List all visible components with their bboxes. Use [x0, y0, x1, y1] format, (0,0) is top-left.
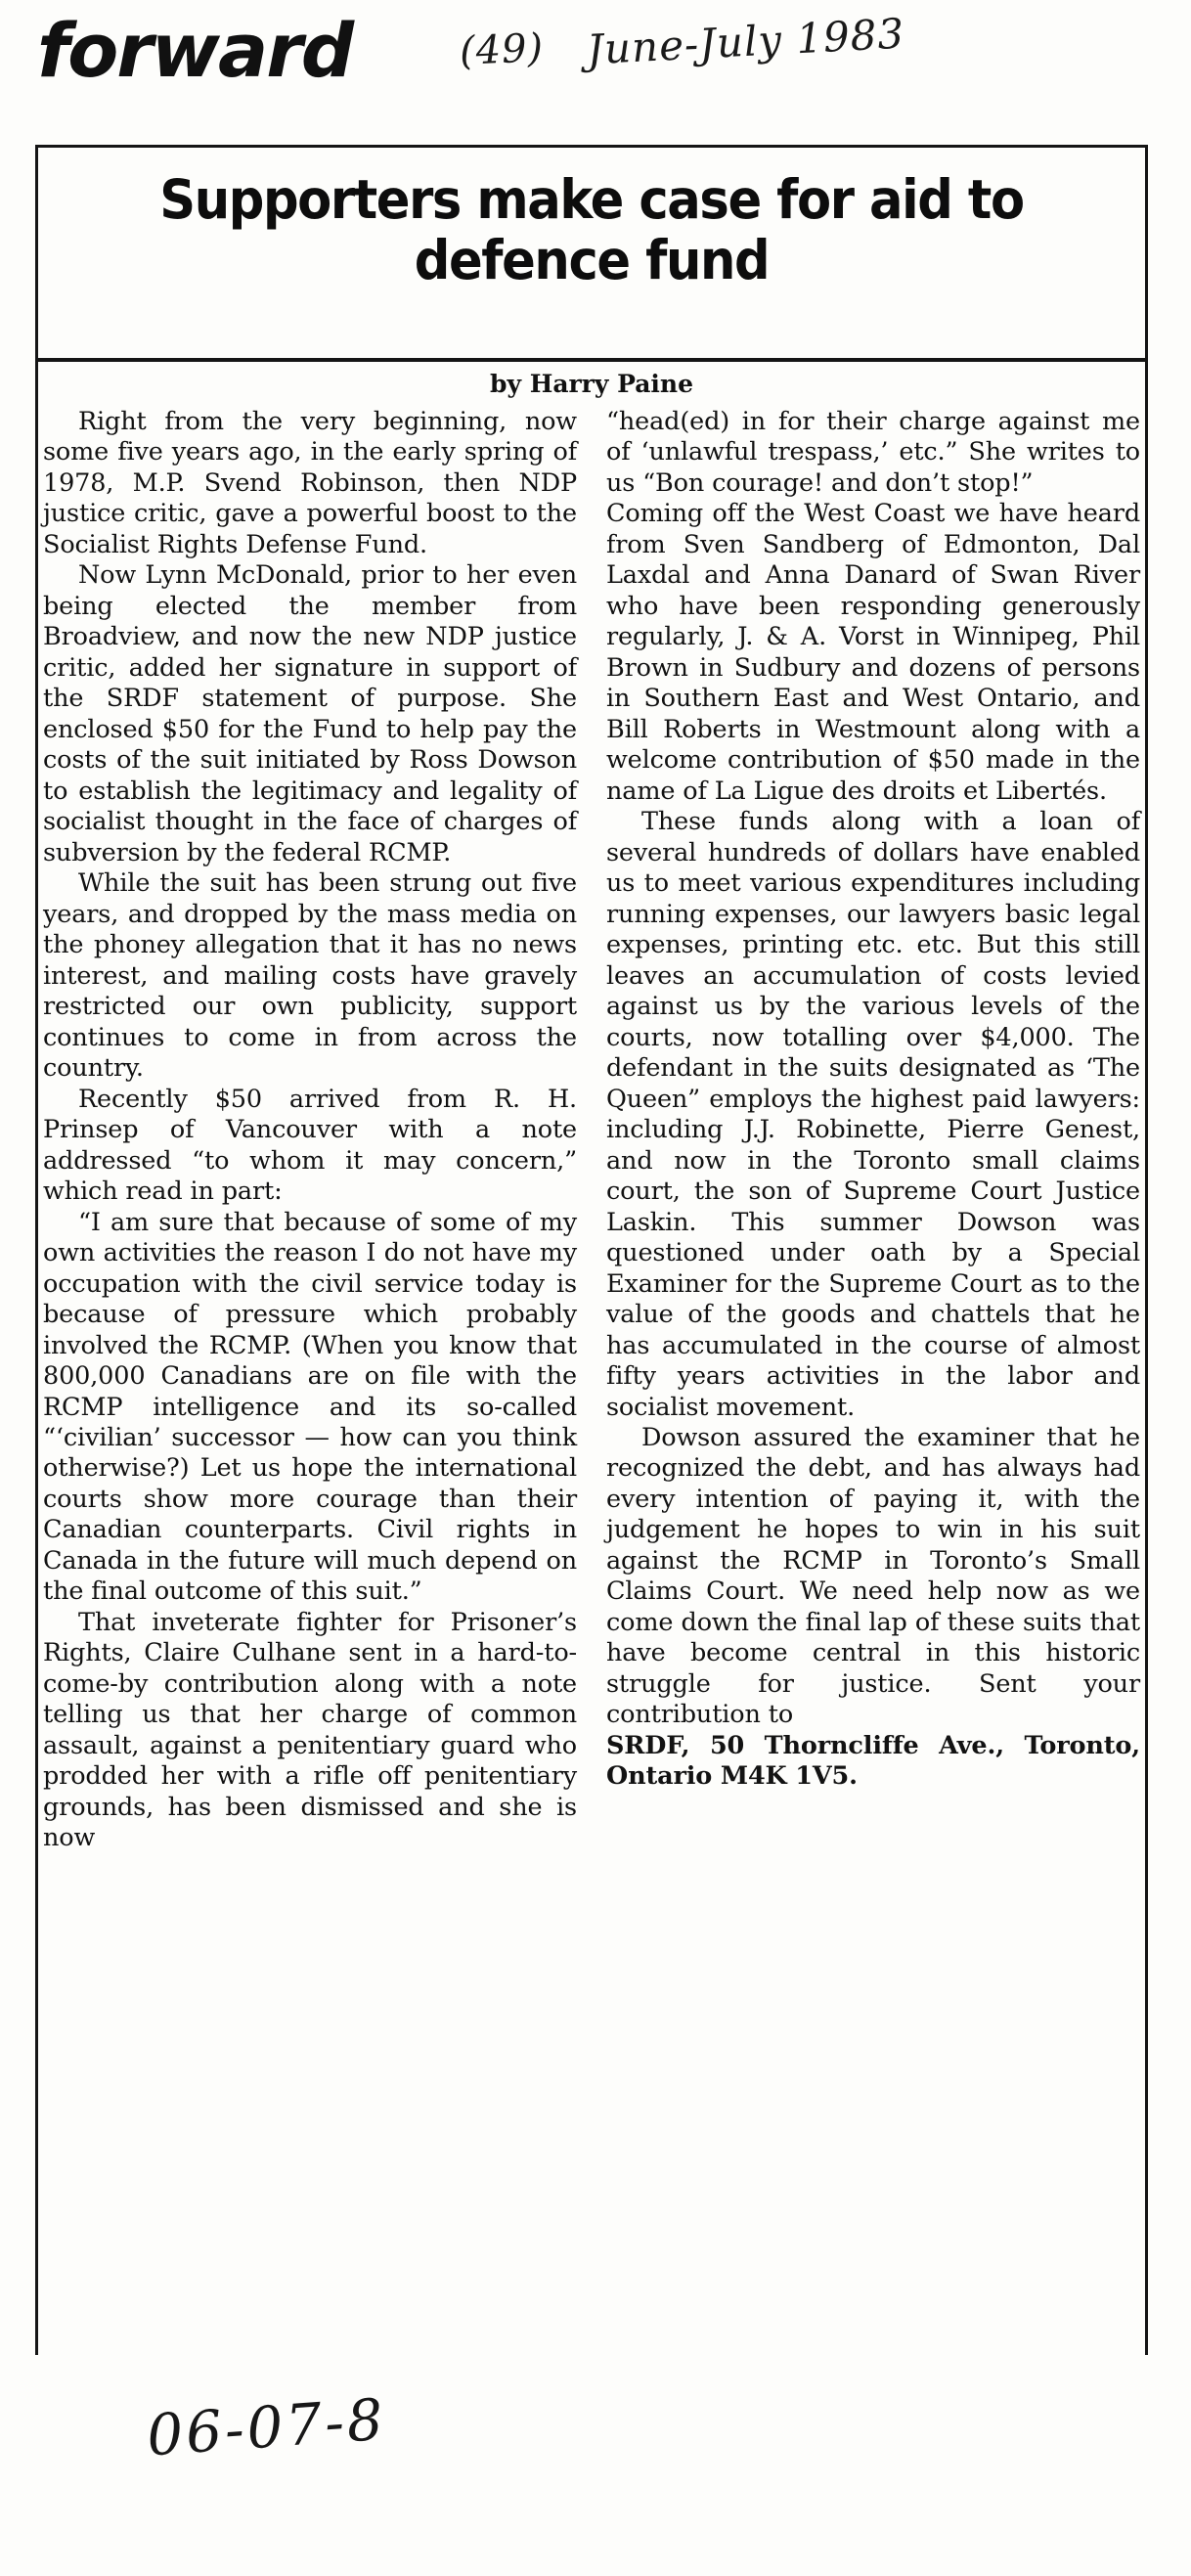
headline-container	[35, 145, 1148, 362]
paragraph: These funds along with a loan of several hundreds of dollars have enabled us to meet various expenditures including running expenses, our lawyers basic legal expenses, printing etc. etc. But this still leaves an accumulation of costs levied against us by the various levels of the courts, now totalling over $4,000. The defendant in the suits designated as ‘The Queen” employs the highest paid lawyers: including J.J. Robinette, Pierre Genest, and now in the Toronto small claims court, the son of Supreme Court Justice Laskin. This summer Dowson was questioned under oath by a Special Examiner for the Supreme Court as to the value of the goods and chattels that he has accumulated in the course of almost fifty years activities in the labor and socialist movement.	[606, 807, 1140, 1422]
paragraph: “head(ed) in for their charge against me of ‘unlawful trespass,’ etc.” She writes to us “Bon courage! and don’t stop!”	[606, 407, 1140, 498]
issue-date-annotation: June-July 1983	[585, 9, 906, 74]
issue-number-annotation: (49)	[459, 25, 546, 74]
donation-address	[606, 1731, 1140, 1793]
article-headline: Supporters make case for aid to defence fund	[159, 168, 1024, 291]
paragraph: While the suit has been strung out five years, and dropped by the mass media on the phoney allegation that it has no news interest, and mailing costs have gravely restricted our own publicity, support continues to come in from across the country.	[43, 868, 577, 1084]
paragraph: Right from the very beginning, now some five years ago, in the early spring of 1978, M.P. Svend Robinson, then NDP justice critic, gave a powerful boost to the Socialist Rights Defense Fund.	[43, 407, 577, 559]
article-byline: by Harry Paine	[489, 370, 693, 398]
paragraph: Recently $50 arrived from R. H. Prinsep of Vancouver with a note addressed “to whom it may concern,” which read in part:	[43, 1084, 577, 1207]
paragraph: That inveterate fighter for Prisoner’s Rights, Claire Culhane sent in a hard-to-come-by contribution along with a note telling us that her charge of common assault, against a penitentiary guard who prodded her with a rifle off penitentiary grounds, has been dismissed and she is now	[43, 1607, 577, 1853]
masthead	[0, 8, 1191, 102]
donation-address-text: SRDF, 50 Thorncliffe Ave., Toronto, Ontario M4K 1V5.	[606, 1730, 1140, 1792]
paragraph: “I am sure that because of some of my own activities the reason I do not have my occupation with the civil service today is because of pressure which probably involved the RCMP. (When you know that 800,000 Canadians are on file with the RCMP intelligence and its so-called “‘civilian’ successor — how can you think otherwise?) Let us hope the international courts show more courage than their Canadian counterparts. Civil rights in Canada in the future will much depend on the final outcome of this suit.”	[43, 1207, 577, 1607]
column-left	[43, 407, 577, 1854]
paragraph: Now Lynn McDonald, prior to her even being elected the member from Broadview, and now the new NDP justice critic, added her signature in support of the SRDF statement of purpose. She enclosed $50 for the Fund to help pay the costs of the suit initiated by Ross Dowson to establish the legitimacy and legality of socialist thought in the face of charges of subversion by the federal RCMP.	[43, 560, 577, 867]
article-body	[43, 407, 1140, 1854]
paragraph: Coming off the West Coast we have heard from Sven Sandberg of Edmonton, Dal Laxdal and Anna Danard of Swan River who have been responding generously regularly, J. & A. Vorst in Winnipeg, Phil Brown in Sudbury and dozens of persons in Southern East and West Ontario, and Bill Roberts in Westmount along with a welcome contribution of $50 made in the name of La Ligue des droits et Libertés.	[606, 499, 1140, 806]
column-right	[606, 407, 1140, 1854]
handwritten-footer-mark: 06-07-8	[144, 2385, 388, 2469]
publication-title: forward	[37, 7, 353, 94]
paragraph: Dowson assured the examiner that he recognized the debt, and has always had every intention of paying it, with the judgement he hopes to win in his suit against the RCMP in Toronto’s Small Claims Court. We need help now as we come down the final lap of these suits that have become central in this historic struggle for justice. Sent your contribution to	[606, 1422, 1140, 1730]
